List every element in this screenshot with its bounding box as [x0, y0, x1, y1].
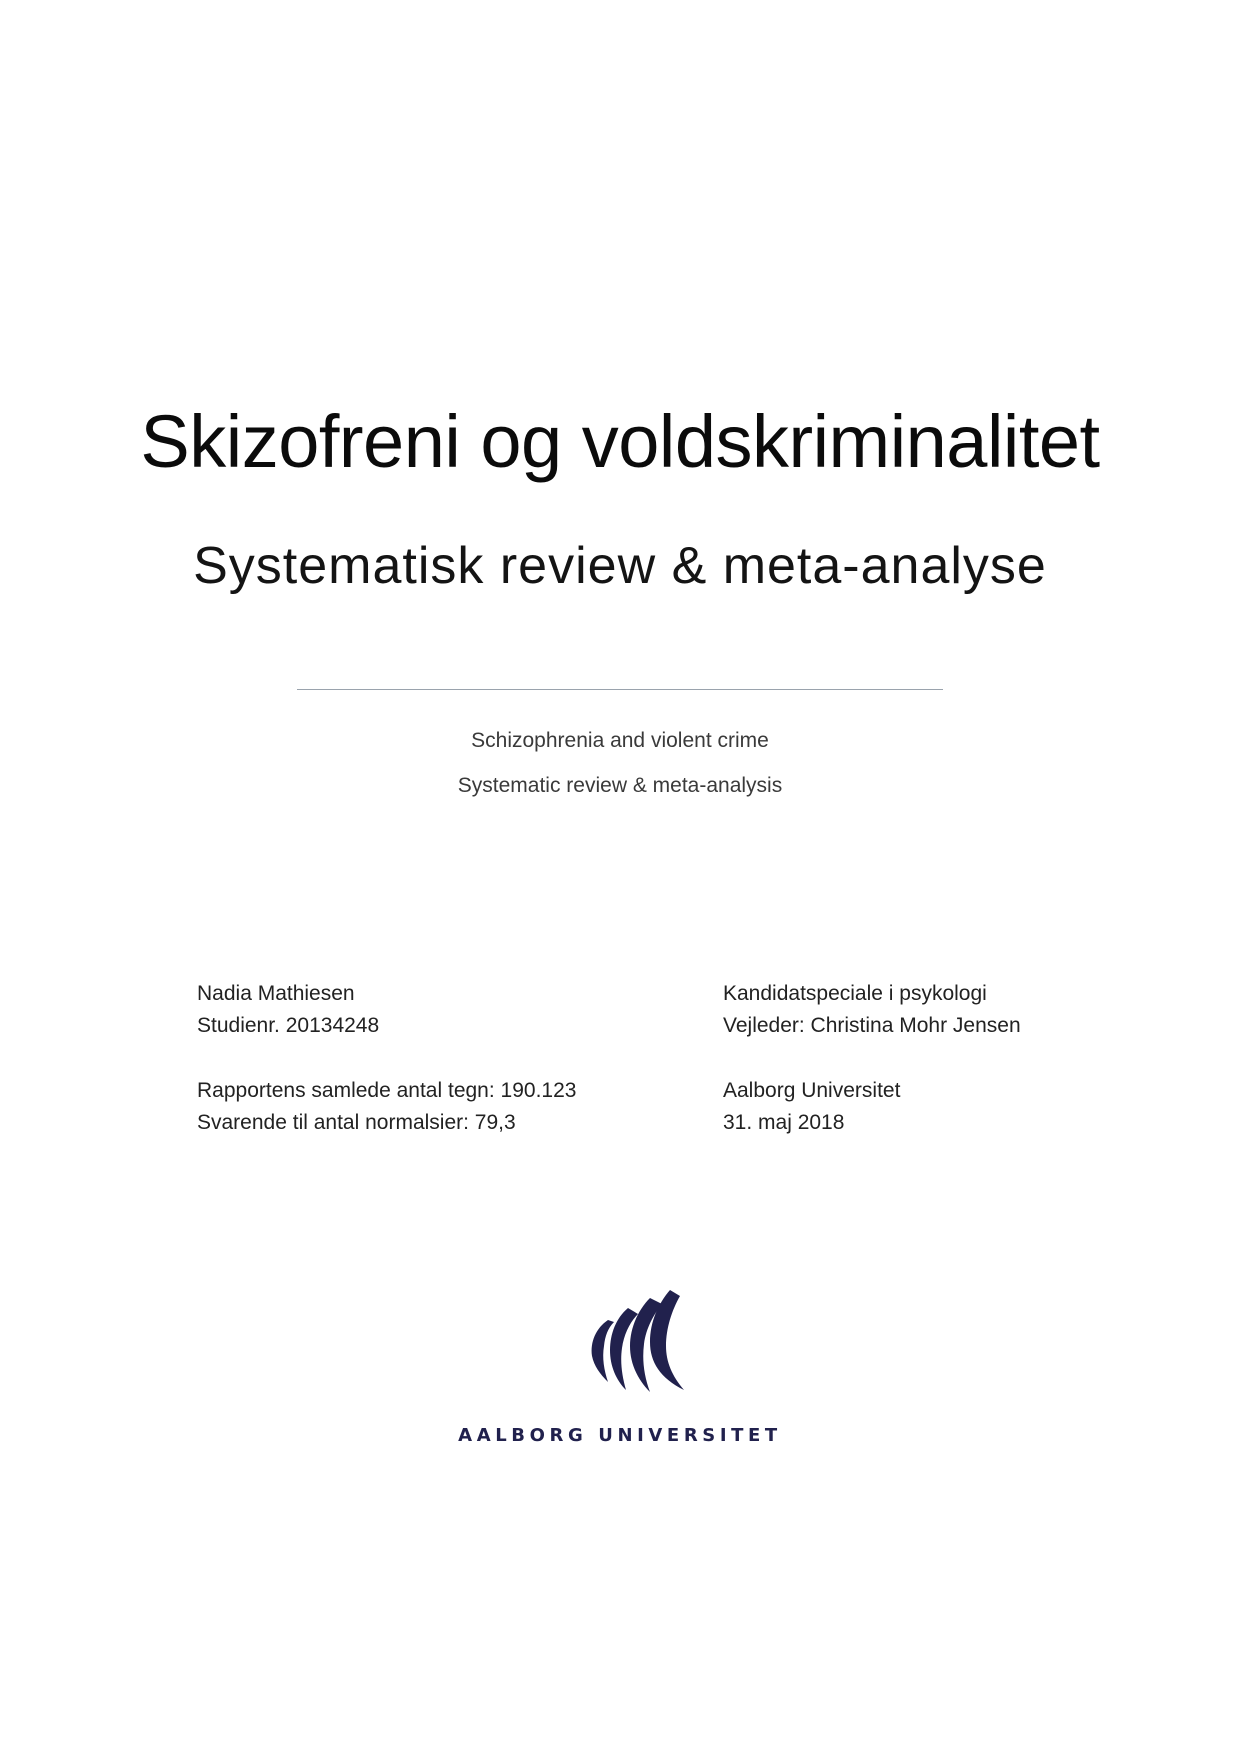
english-subtitle: Systematic review & meta-analysis: [457, 774, 783, 797]
submission-date: 31. maj 2018: [723, 1111, 845, 1134]
university-name: Aalborg Universitet: [723, 1079, 901, 1102]
author-info-column: [197, 978, 576, 1139]
aau-wave-logo-icon: [588, 1290, 688, 1395]
student-number: Studienr. 20134248: [197, 1014, 380, 1037]
page-subtitle: Systematisk review & meta-analyse: [193, 537, 1047, 595]
title-divider: [297, 689, 943, 690]
author-name: Nadia Mathiesen: [197, 982, 355, 1005]
page-title: Skizofreni og voldskriminalitet: [140, 400, 1100, 483]
thesis-type: Kandidatspeciale i psykologi: [723, 982, 987, 1005]
english-title: Schizophrenia and violent crime: [471, 729, 769, 752]
normal-pages-count: Svarende til antal normalsier: 79,3: [197, 1111, 516, 1134]
university-logo-text: AALBORG UNIVERSITET: [458, 1425, 782, 1446]
supervisor: Vejleder: Christina Mohr Jensen: [723, 1014, 1021, 1037]
character-count: Rapportens samlede antal tegn: 190.123: [197, 1079, 577, 1102]
thesis-info-column: [723, 978, 1021, 1139]
